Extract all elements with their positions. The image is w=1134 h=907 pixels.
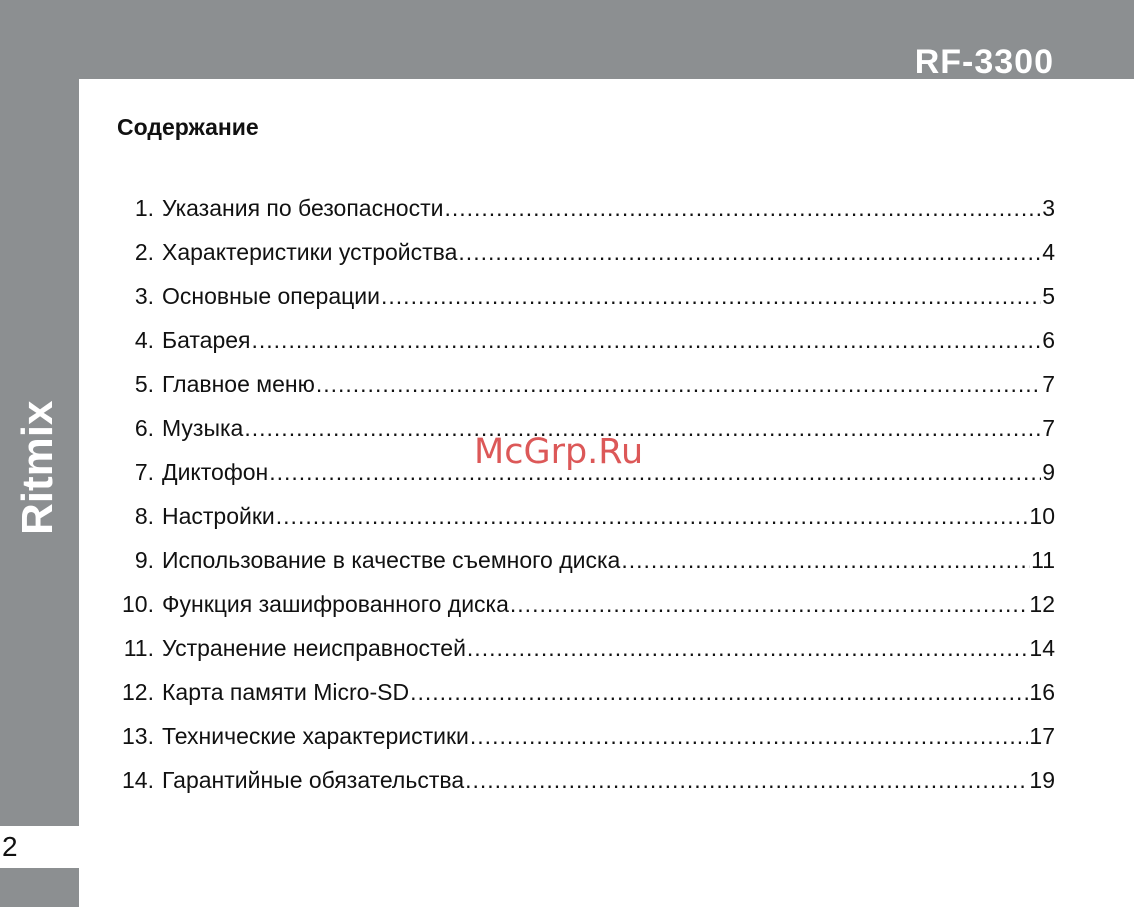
toc-item[interactable] — [108, 758, 1055, 802]
toc-item-page: 3 — [1042, 195, 1055, 221]
toc-item-number: 7. — [134, 459, 154, 485]
page-number — [0, 826, 79, 868]
toc-item-label: Музыка — [162, 415, 244, 441]
toc-item-number: 9. — [134, 547, 154, 573]
toc-item-number: 11. — [123, 635, 154, 661]
toc-item[interactable] — [108, 362, 1055, 406]
toc-item-number: 2. — [134, 239, 154, 265]
toc-leader-dots — [467, 626, 1028, 670]
toc-item[interactable] — [108, 186, 1055, 230]
toc-item-page: 9 — [1042, 459, 1055, 485]
toc-item-page: 10 — [1029, 503, 1055, 529]
toc-item-number: 4. — [134, 327, 154, 353]
toc-leader-dots — [510, 582, 1029, 626]
toc-item-label: Характеристики устройства — [162, 239, 458, 265]
table-of-contents — [108, 186, 1055, 802]
toc-item-page: 12 — [1029, 591, 1055, 617]
toc-leader-dots — [470, 714, 1029, 758]
toc-item-page: 11 — [1031, 547, 1055, 573]
toc-item-number: 3. — [134, 283, 154, 309]
model-name: RF-3300 — [914, 43, 1054, 81]
toc-item-label: Основные операции — [162, 283, 381, 309]
toc-item-number: 6. — [134, 415, 154, 441]
toc-item-page: 16 — [1029, 679, 1055, 705]
toc-item-label: Использование в качестве съемного диска — [162, 547, 621, 573]
toc-item[interactable] — [108, 494, 1055, 538]
toc-item-label: Главное меню — [162, 371, 315, 397]
toc-leader-dots — [252, 318, 1042, 362]
toc-item-number: 12. — [122, 679, 154, 705]
toc-item-label: Функция зашифрованного диска — [162, 591, 509, 617]
toc-item-label: Настройки — [162, 503, 275, 529]
page-number-text: 2 — [2, 831, 18, 862]
toc-item-page: 14 — [1029, 635, 1055, 661]
toc-leader-dots — [410, 670, 1028, 714]
toc-item-page: 7 — [1042, 371, 1055, 397]
toc-item[interactable] — [108, 626, 1055, 670]
watermark: McGrp.Ru — [474, 432, 644, 472]
toc-leader-dots — [465, 758, 1028, 802]
toc-item-label: Гарантийные обязательства — [162, 767, 465, 793]
toc-item-number: 8. — [134, 503, 154, 529]
toc-leader-dots — [381, 274, 1041, 318]
toc-item[interactable] — [108, 318, 1055, 362]
toc-item-page: 4 — [1042, 239, 1055, 265]
toc-leader-dots — [316, 362, 1041, 406]
toc-leader-dots — [269, 450, 1041, 494]
toc-leader-dots — [458, 230, 1041, 274]
toc-item[interactable] — [108, 274, 1055, 318]
toc-item-page: 6 — [1042, 327, 1055, 353]
toc-item-number: 10. — [122, 591, 154, 617]
toc-leader-dots — [444, 186, 1041, 230]
toc-leader-dots — [276, 494, 1029, 538]
toc-item-number: 13. — [122, 723, 154, 749]
toc-item-label: Указания по безопасности — [162, 195, 444, 221]
toc-item-page: 5 — [1042, 283, 1055, 309]
toc-item-label: Технические характеристики — [162, 723, 469, 749]
toc-item-label: Устранение неисправностей — [162, 635, 466, 661]
toc-item[interactable] — [108, 230, 1055, 274]
toc-item-page: 7 — [1042, 415, 1055, 441]
toc-item-number: 1. — [134, 195, 154, 221]
toc-item-number: 5. — [134, 371, 154, 397]
page-title: Содержание — [117, 114, 259, 140]
toc-leader-dots — [621, 538, 1030, 582]
toc-item-number: 14. — [122, 767, 154, 793]
toc-item-page: 19 — [1029, 767, 1055, 793]
toc-item-page: 17 — [1029, 723, 1055, 749]
toc-item-label: Батарея — [162, 327, 251, 353]
toc-item-label: Карта памяти Micro-SD — [162, 679, 410, 705]
toc-item-label: Диктофон — [162, 459, 269, 485]
toc-item[interactable] — [108, 538, 1055, 582]
toc-item[interactable] — [108, 714, 1055, 758]
toc-item[interactable] — [108, 670, 1055, 714]
brand-logo: Ritmix — [13, 400, 62, 535]
toc-item[interactable] — [108, 582, 1055, 626]
